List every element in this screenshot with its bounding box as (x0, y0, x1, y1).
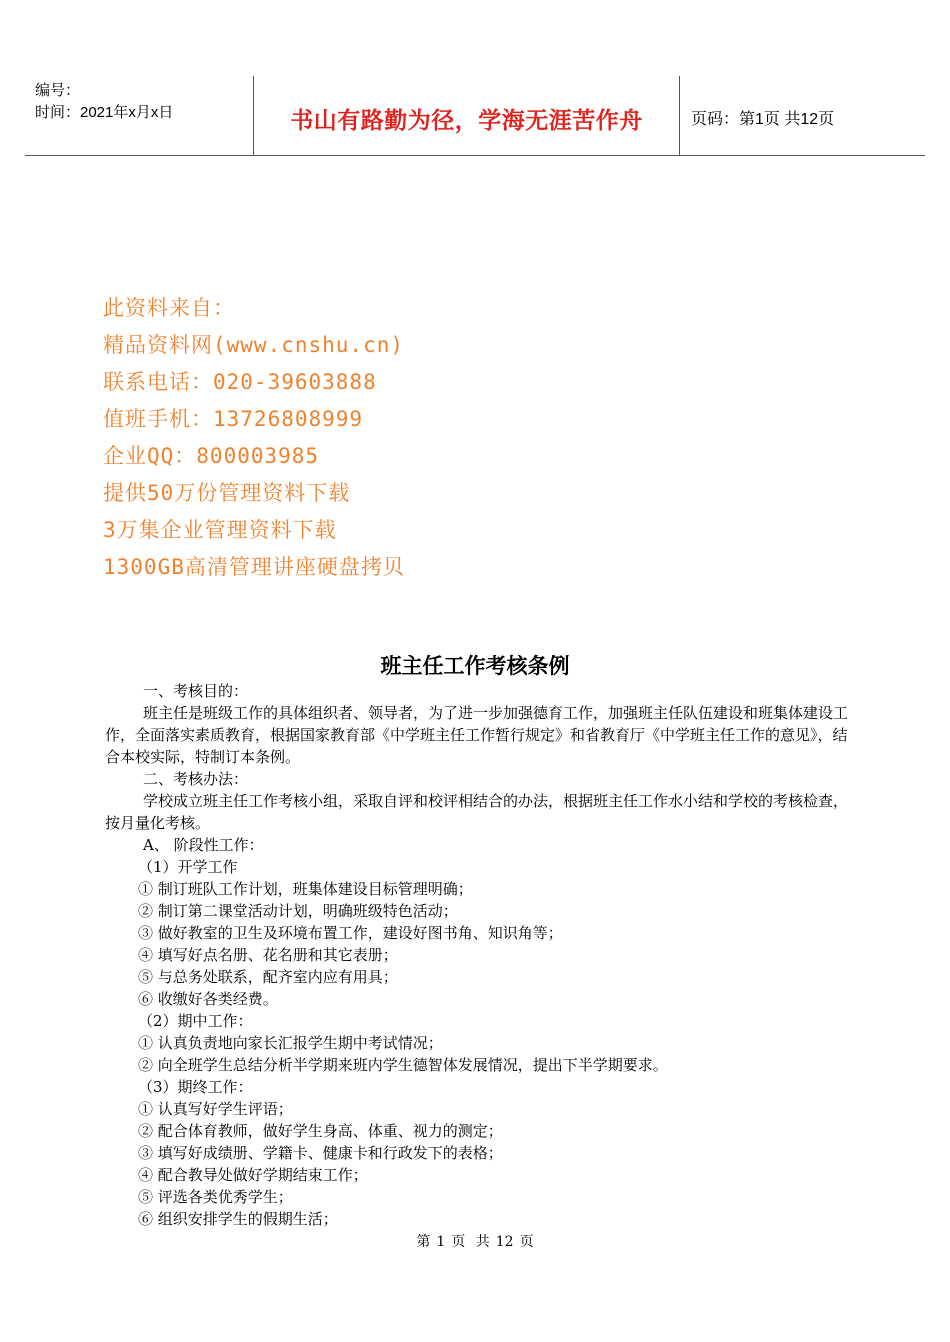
page-header (25, 76, 925, 156)
footer-text: 共 (475, 1234, 490, 1250)
paragraph: ④ 配合教导处做好学期结束工作； (138, 1166, 368, 1184)
promo-line: 值班手机：13726808999 (103, 407, 364, 431)
header-divider (679, 76, 680, 155)
footer-page-total: 12 (495, 1234, 514, 1250)
page-footer (0, 1231, 950, 1251)
promo-line: 1300GB高清管理讲座硬盘拷贝 (103, 555, 405, 579)
paragraph: ⑥ 组织安排学生的假期生活； (138, 1210, 338, 1228)
paragraph: A、 阶段性工作： (143, 836, 264, 854)
footer-text: 页 (519, 1234, 534, 1250)
header-page-info: 页码：第1页 共12页 (691, 111, 835, 128)
paragraph: ⑥ 收缴好各类经费。 (138, 990, 278, 1008)
number-label: 编号： (35, 82, 81, 99)
header-motto: 书山有路勤为径，学海无涯苦作舟 (290, 108, 643, 134)
document-body (105, 680, 850, 1230)
paragraph: 班主任是班级工作的具体组织者、领导者，为了进一步加强德育工作，加强班主任队伍建设和班集体建设工作，全面落实素质教育，根据国家教育部《中学班主任工作暂行规定》和省教育厅《中学班主任工作的意见》，结合本校实际，特制订本条例。 (105, 704, 849, 766)
promo-block (103, 290, 405, 586)
footer-text: 第 (416, 1234, 431, 1250)
paragraph: 学校成立班主任工作考核小组，采取自评和校评相结合的办法，根据班主任工作水小结和学校的考核检查，按月量化考核。 (105, 792, 849, 832)
paragraph: 一、考核目的： (143, 682, 249, 700)
promo-line: 联系电话：020-39603888 (103, 370, 377, 394)
footer-text: 页 (451, 1234, 466, 1250)
paragraph: ③ 填写好成绩册、学籍卡、健康卡和行政发下的表格； (138, 1144, 503, 1162)
promo-line: 企业QQ：800003985 (103, 444, 320, 468)
paragraph: ② 配合体育教师，做好学生身高、体重、视力的测定； (138, 1122, 503, 1140)
paragraph: ⑤ 评选各类优秀学生； (138, 1188, 293, 1206)
paragraph: ② 向全班学生总结分析半学期来班内学生德智体发展情况，提出下半学期要求。 (138, 1056, 668, 1074)
paragraph: ① 制订班队工作计划，班集体建设目标管理明确； (138, 880, 473, 898)
paragraph: （3）期终工作： (138, 1078, 253, 1096)
promo-line: 此资料来自： (103, 296, 235, 320)
paragraph: （2）期中工作： (138, 1012, 253, 1030)
time-label: 时间：2021年x月x日 (35, 104, 174, 121)
paragraph: ③ 做好教室的卫生及环境布置工作，建设好图书角、知识角等； (138, 924, 563, 942)
paragraph: （1）开学工作 (138, 858, 238, 876)
promo-line: 精品资料网(www.cnshu.cn) (103, 333, 405, 357)
paragraph: ② 制订第二课堂活动计划，明确班级特色活动； (138, 902, 458, 920)
paragraph: ④ 填写好点名册、花名册和其它表册； (138, 946, 398, 964)
footer-page-number: 1 (436, 1234, 446, 1250)
paragraph: ① 认真负责地向家长汇报学生期中考试情况； (138, 1034, 443, 1052)
paragraph: ⑤ 与总务处联系，配齐室内应有用具； (138, 968, 398, 986)
promo-line: 提供50万份管理资料下载 (103, 481, 351, 505)
header-meta (35, 80, 173, 124)
paragraph: ① 认真写好学生评语； (138, 1100, 293, 1118)
document-title: 班主任工作考核条例 (380, 654, 570, 678)
promo-line: 3万集企业管理资料下载 (103, 518, 337, 542)
paragraph: 二、考核办法： (143, 770, 249, 788)
